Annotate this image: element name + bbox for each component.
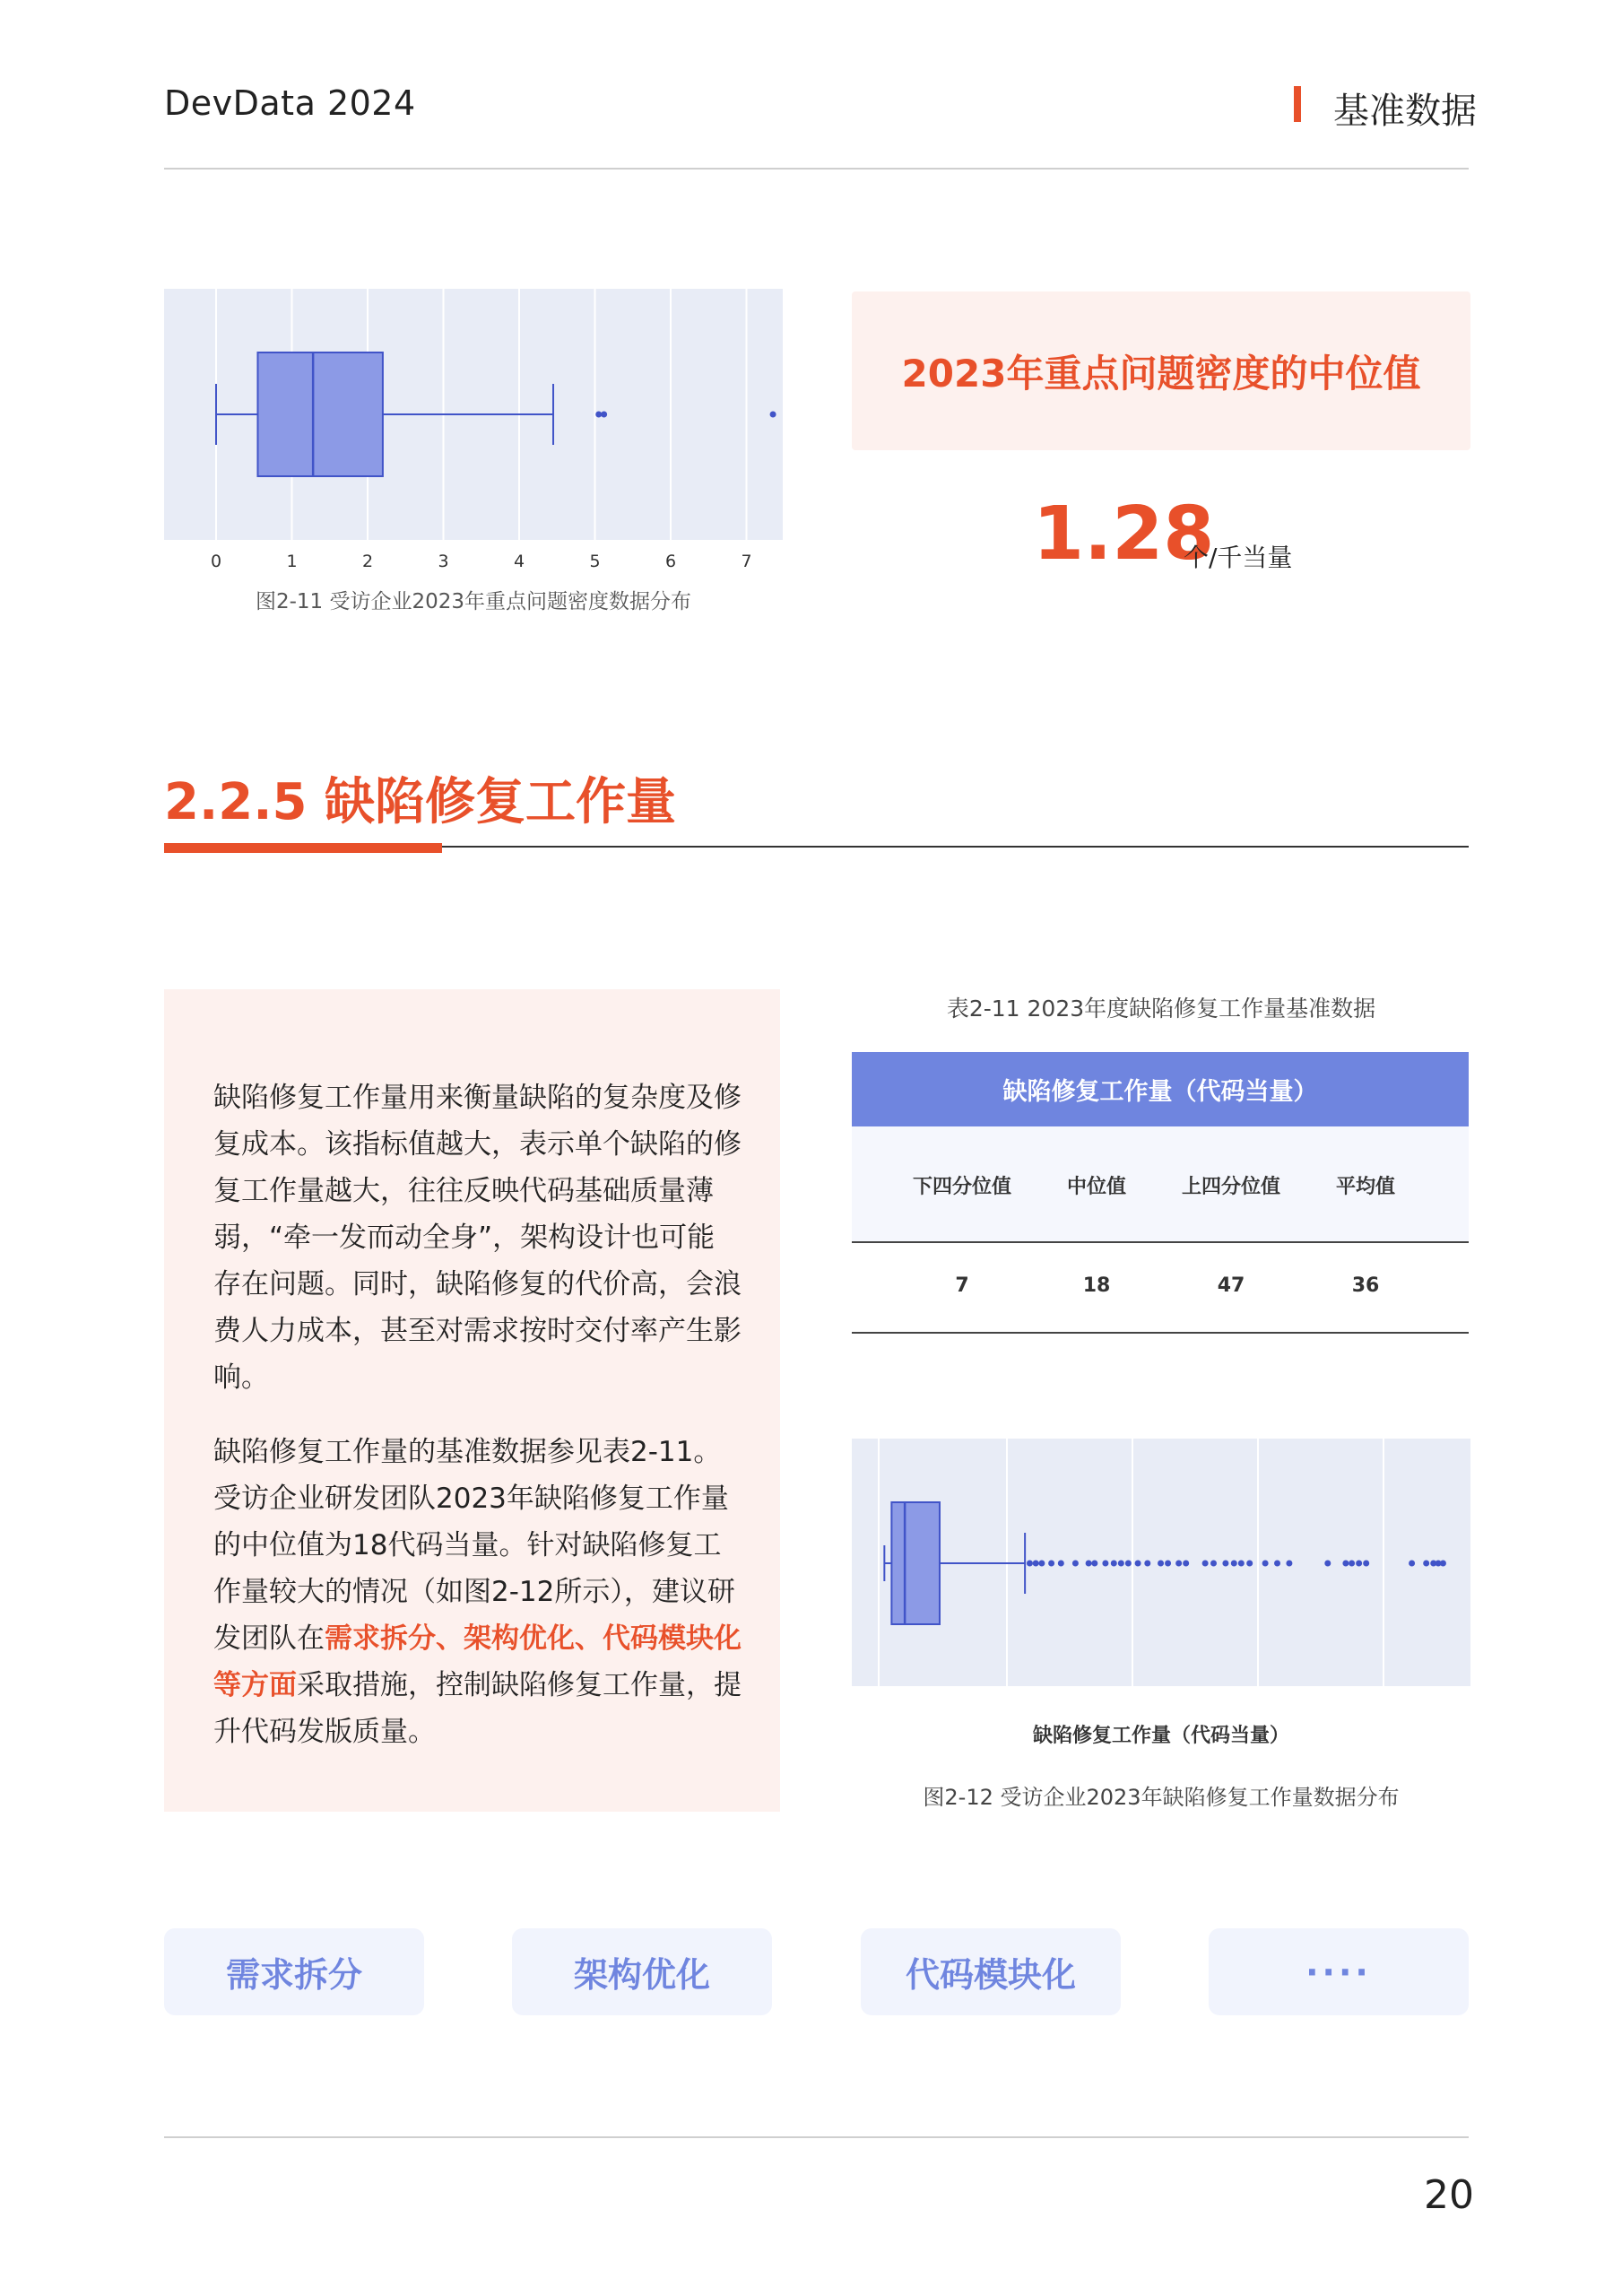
outlier-point: [1118, 1561, 1124, 1567]
outlier-point: [1175, 1561, 1182, 1567]
chip-more: ····: [1209, 1928, 1469, 2015]
outlier-point: [1091, 1561, 1097, 1567]
value-median: 18: [1082, 1274, 1111, 1297]
outlier-point: [1246, 1561, 1253, 1567]
paragraph-benchmark-tail: 采取措施，控制缺陷修复工作量，提升代码发版质量。: [213, 1669, 742, 1748]
iqr-box: [891, 1502, 940, 1624]
page-number: 20: [1424, 2172, 1474, 2218]
median-callout-title: 2023年重点问题密度的中位值: [901, 351, 1421, 396]
outlier-point: [770, 412, 776, 418]
outlier-point: [1048, 1561, 1054, 1567]
x-tick-label: 1: [286, 552, 298, 571]
column-header-mean: 平均值: [1335, 1176, 1395, 1198]
value-q3: 47: [1217, 1274, 1245, 1297]
outlier-point: [1038, 1561, 1045, 1567]
x-tick-label: 5: [589, 552, 601, 571]
outlier-point: [1409, 1561, 1415, 1567]
x-tick-label: 3: [438, 552, 449, 571]
paragraph-definition: 缺陷修复工作量用来衡量缺陷的复杂度及修复成本。该指标值越大，表示单个缺陷的修复工作量越大，往往反映代码基础质量薄弱，“牵一发而动全身”，架构设计也可能存在问题。同时，缺陷修复的代价高，会浪费人力成本，甚至对需求按时交付率产生影响。: [213, 1082, 742, 1394]
header-section-label: 基准数据: [1333, 91, 1477, 132]
outlier-point: [1183, 1561, 1189, 1567]
outlier-point: [1027, 1561, 1033, 1567]
column-header-q3: 上四分位值: [1181, 1176, 1280, 1198]
outlier-point: [1238, 1561, 1245, 1567]
section-underline-accent: [164, 843, 442, 853]
table-row: [852, 1243, 1469, 1333]
outlier-point: [1165, 1561, 1171, 1567]
outlier-point: [1033, 1561, 1039, 1567]
outlier-point: [1274, 1561, 1280, 1567]
header-divider: [164, 168, 1469, 170]
table-2-11-caption: 表2-11 2023年度缺陷修复工作量基准数据: [946, 996, 1376, 1022]
chip-code-modularization: 代码模块化: [861, 1928, 1121, 2015]
table-column-header-row: [852, 1126, 1469, 1241]
footer-divider: [164, 2136, 1469, 2138]
figure-2-11-caption: 图2-11 受访企业2023年重点问题密度数据分布: [255, 590, 692, 613]
median-callout: [852, 291, 1470, 450]
outlier-point: [1202, 1561, 1209, 1567]
description-panel: [164, 989, 780, 1812]
x-tick-label: 6: [664, 552, 677, 571]
outlier-point: [1111, 1561, 1117, 1567]
x-tick-label: 2: [361, 552, 374, 571]
x-tick-label: 7: [741, 552, 752, 571]
outlier-point: [601, 412, 607, 418]
outlier-point: [1144, 1561, 1150, 1567]
chip-architecture-optimization: 架构优化: [512, 1928, 772, 2015]
outlier-point: [1349, 1561, 1355, 1567]
outlier-point: [1102, 1561, 1108, 1567]
outlier-point: [1231, 1561, 1237, 1567]
paragraph-benchmark-lead: 缺陷修复工作量的基准数据参见表2-11。受访企业研发团队2023年缺陷修复工作量的中位值为18代码当量。针对缺陷修复工作量较大的情况（如图2-12所示），建议研发团队在: [213, 1436, 735, 1655]
figure-2-11-boxplot: [164, 289, 783, 574]
outlier-point: [1342, 1561, 1349, 1567]
figure-2-12-axis-label: 缺陷修复工作量（代码当量）: [1032, 1725, 1289, 1747]
outlier-point: [1058, 1561, 1064, 1567]
outlier-point: [1072, 1561, 1079, 1567]
outlier-point: [1423, 1561, 1429, 1567]
outlier-point: [1363, 1561, 1369, 1567]
outlier-point: [1210, 1561, 1217, 1567]
table-bottom-rule: [852, 1332, 1469, 1334]
table-header: 缺陷修复工作量（代码当量）: [852, 1052, 1469, 1126]
figure-2-12-caption: 图2-12 受访企业2023年缺陷修复工作量数据分布: [923, 1785, 1400, 1810]
column-header-median: 中位值: [1066, 1176, 1126, 1198]
outlier-point: [1086, 1561, 1092, 1567]
outlier-point: [1125, 1561, 1132, 1567]
outlier-point: [1158, 1561, 1164, 1567]
header-accent-bar: [1294, 86, 1301, 122]
x-tick-label: 4: [513, 552, 525, 571]
outlier-point: [1262, 1561, 1269, 1567]
iqr-box: [257, 352, 382, 476]
column-header-q1: 下四分位值: [912, 1176, 1011, 1198]
outlier-point: [1135, 1561, 1141, 1567]
highlight-recommendation: 需求拆分、架构优化、代码模块化等方面: [213, 1622, 742, 1701]
chip-requirement-splitting: 需求拆分: [164, 1928, 424, 2015]
x-tick-label: 0: [210, 552, 222, 571]
outlier-point: [1356, 1561, 1362, 1567]
median-unit: 个/千当量: [1184, 543, 1293, 572]
value-mean: 36: [1351, 1274, 1380, 1297]
paragraph-benchmark: [213, 1429, 742, 1755]
value-q1: 7: [955, 1274, 969, 1297]
header-title: DevData 2024: [164, 83, 416, 123]
median-value: 1.28: [1033, 491, 1215, 577]
outlier-point: [1324, 1561, 1331, 1567]
outlier-point: [1222, 1561, 1228, 1567]
figure-2-12-boxplot: [852, 1439, 1470, 1686]
section-heading: 2.2.5 缺陷修复工作量: [164, 773, 676, 831]
outlier-point: [1286, 1561, 1292, 1567]
outlier-point: [1440, 1561, 1446, 1567]
